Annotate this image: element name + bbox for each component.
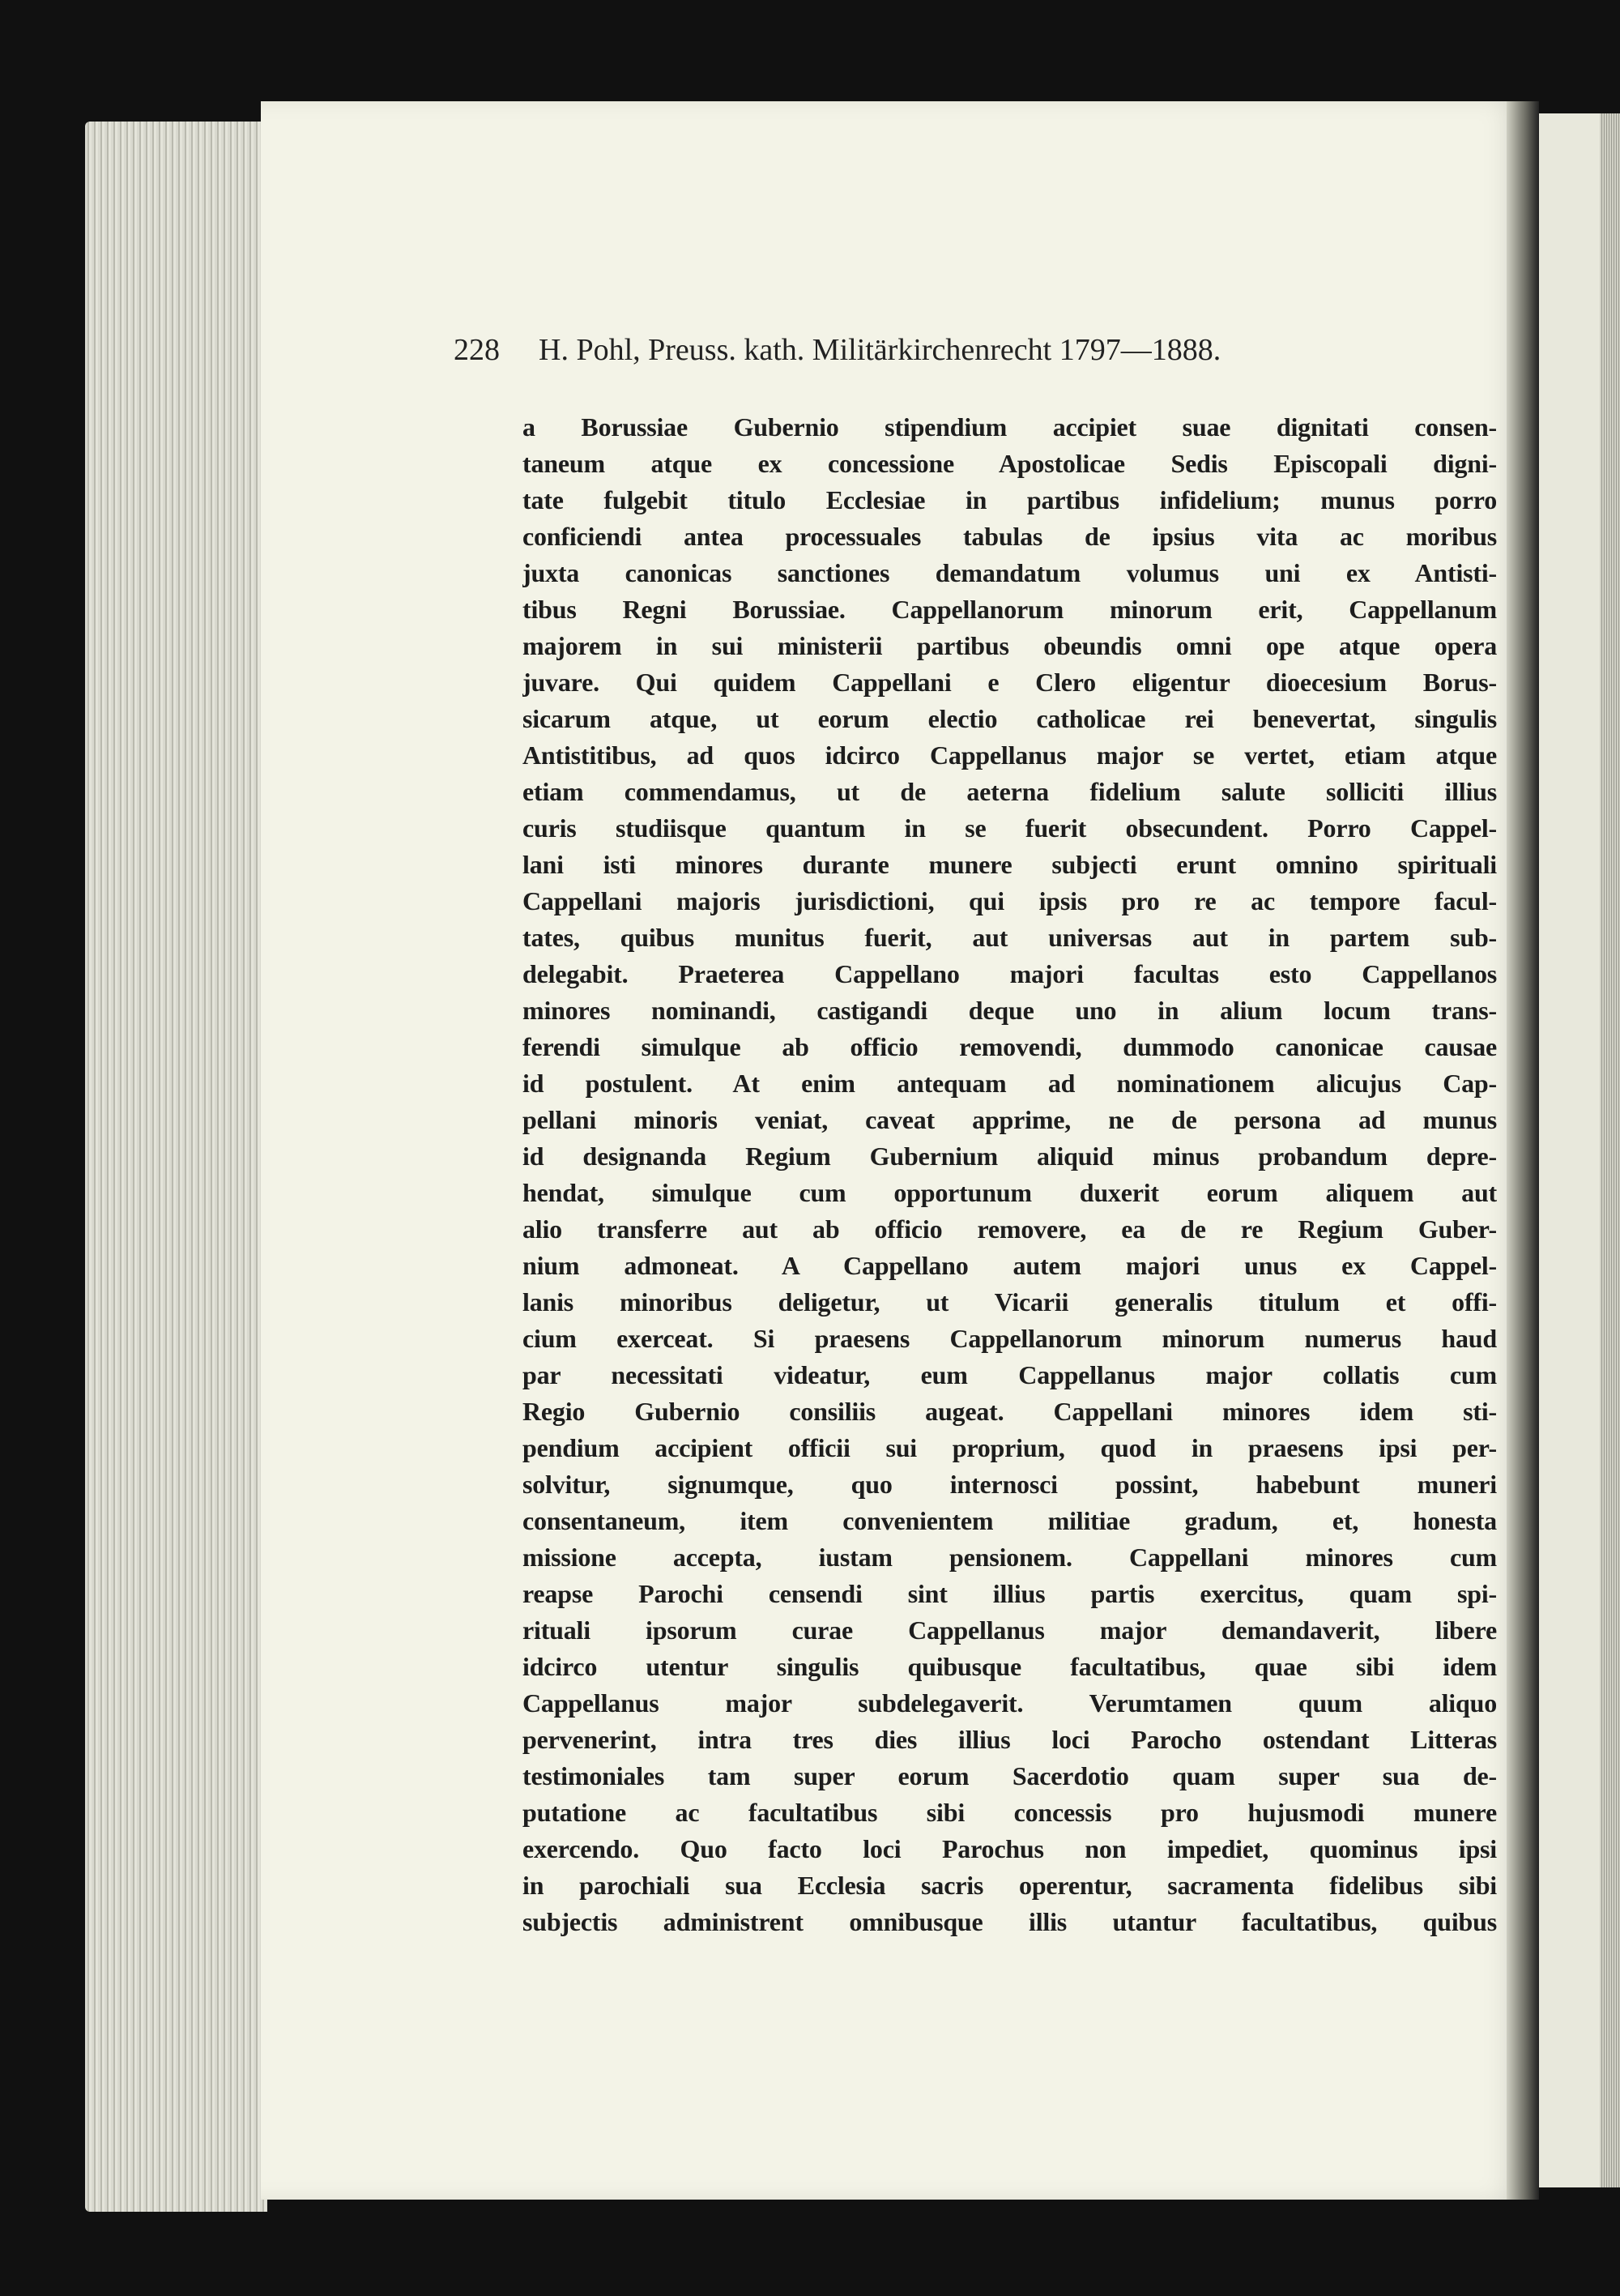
text-line: curis studiisque quantum in se fuerit obsecundent. Porro Cappel- [522, 813, 1497, 843]
text-line: exercendo. Quo facto loci Parochus non impediet, quominus ipsi [522, 1834, 1497, 1863]
text-line: alio transferre aut ab officio removere, ea de re Regium Guber- [522, 1214, 1497, 1244]
text-line: idcirco utentur singulis quibusque facultatibus, quae sibi idem [522, 1652, 1497, 1681]
text-line: putatione ac facultatibus sibi concessis pro hujusmodi munere [522, 1798, 1497, 1827]
text-line: lani isti minores durante munere subjecti erunt omnino spirituali [522, 850, 1497, 879]
text-line: cium exerceat. Si praesens Cappellanorum minorum numerus haud [522, 1324, 1497, 1353]
text-line: majorem in sui ministerii partibus obeundis omni ope atque opera [522, 631, 1497, 660]
text-line: hendat, simulque cum opportunum duxerit eorum aliquem aut [522, 1178, 1497, 1207]
text-line: minores nominandi, castigandi deque uno in alium locum trans- [522, 996, 1497, 1025]
text-line: lanis minoribus deligetur, ut Vicarii generalis titulum et offi- [522, 1287, 1497, 1317]
text-line: nium admoneat. A Cappellano autem majori unus ex Cappel- [522, 1251, 1497, 1280]
text-line: id designanda Regium Gubernium aliquid minus probandum depre- [522, 1142, 1497, 1171]
book-gutter [1507, 101, 1539, 2200]
facing-page-edges [1600, 113, 1620, 2187]
page-edges [85, 122, 267, 2212]
text-line: tate fulgebit titulo Ecclesiae in partibus infidelium; munus porro [522, 485, 1497, 514]
text-line: juvare. Qui quidem Cappellani e Clero eligentur dioecesium Borus- [522, 668, 1497, 697]
text-line: pendium accipient officii sui proprium, quod in praesens ipsi per- [522, 1433, 1497, 1462]
text-line: par necessitati videatur, eum Cappellanus major collatis cum [522, 1360, 1497, 1389]
text-line: conficiendi antea processuales tabulas de ipsius vita ac moribus [522, 522, 1497, 551]
text-line: pervenerint, intra tres dies illius loci Parocho ostendant Litteras [522, 1725, 1497, 1754]
text-line: taneum atque ex concessione Apostolicae Sedis Episcopali digni- [522, 449, 1497, 478]
text-line: tates, quibus munitus fuerit, aut universas aut in partem sub- [522, 923, 1497, 952]
text-line: a Borussiae Gubernio stipendium accipiet suae dignitati consen- [522, 412, 1497, 442]
text-line: ferendi simulque ab officio removendi, dummodo canonicae causae [522, 1032, 1497, 1061]
text-line: Antistitibus, ad quos idcirco Cappellanus major se vertet, etiam atque [522, 740, 1497, 770]
text-line: consentaneum, item convenientem militiae gradum, et, honesta [522, 1506, 1497, 1535]
text-line: reapse Parochi censendi sint illius partis exercitus, quam spi- [522, 1579, 1497, 1608]
text-line: pellani minoris veniat, caveat apprime, ne de persona ad munus [522, 1105, 1497, 1134]
text-line: id postulent. At enim antequam ad nominationem alicujus Cap- [522, 1069, 1497, 1098]
text-line: delegabit. Praeterea Cappellano majori facultas esto Cappellanos [522, 959, 1497, 988]
text-line: subjectis administrent omnibusque illis utantur facultatibus, quibus [522, 1907, 1497, 1936]
text-line: Cappellani majoris jurisdictioni, qui ipsis pro re ac tempore facul- [522, 886, 1497, 915]
running-title: H. Pohl, Preuss. kath. Militärkirchenrecht 1797—1888. [539, 333, 1221, 367]
text-line: testimoniales tam super eorum Sacerdotio quam super sua de- [522, 1761, 1497, 1790]
text-line: Regio Gubernio consiliis augeat. Cappellani minores idem sti- [522, 1397, 1497, 1426]
text-line: rituali ipsorum curae Cappellanus major demandaverit, libere [522, 1615, 1497, 1645]
text-line: etiam commendamus, ut de aeterna fidelium salute solliciti illius [522, 777, 1497, 806]
text-line: missione accepta, iustam pensionem. Cappellani minores cum [522, 1543, 1497, 1572]
page-number: 228 [454, 333, 500, 367]
text-line: Cappellanus major subdelegaverit. Verumtamen quum aliquo [522, 1688, 1497, 1718]
text-line: in parochiali sua Ecclesia sacris operentur, sacramenta fidelibus sibi [522, 1871, 1497, 1900]
text-line: juxta canonicas sanctiones demandatum volumus uni ex Antisti- [522, 558, 1497, 587]
text-line: tibus Regni Borussiae. Cappellanorum minorum erit, Cappellanum [522, 595, 1497, 624]
text-line: solvitur, signumque, quo internosci possint, habebunt muneri [522, 1470, 1497, 1499]
text-line: sicarum atque, ut eorum electio catholicae rei benevertat, singulis [522, 704, 1497, 733]
body-text [522, 409, 1497, 1940]
